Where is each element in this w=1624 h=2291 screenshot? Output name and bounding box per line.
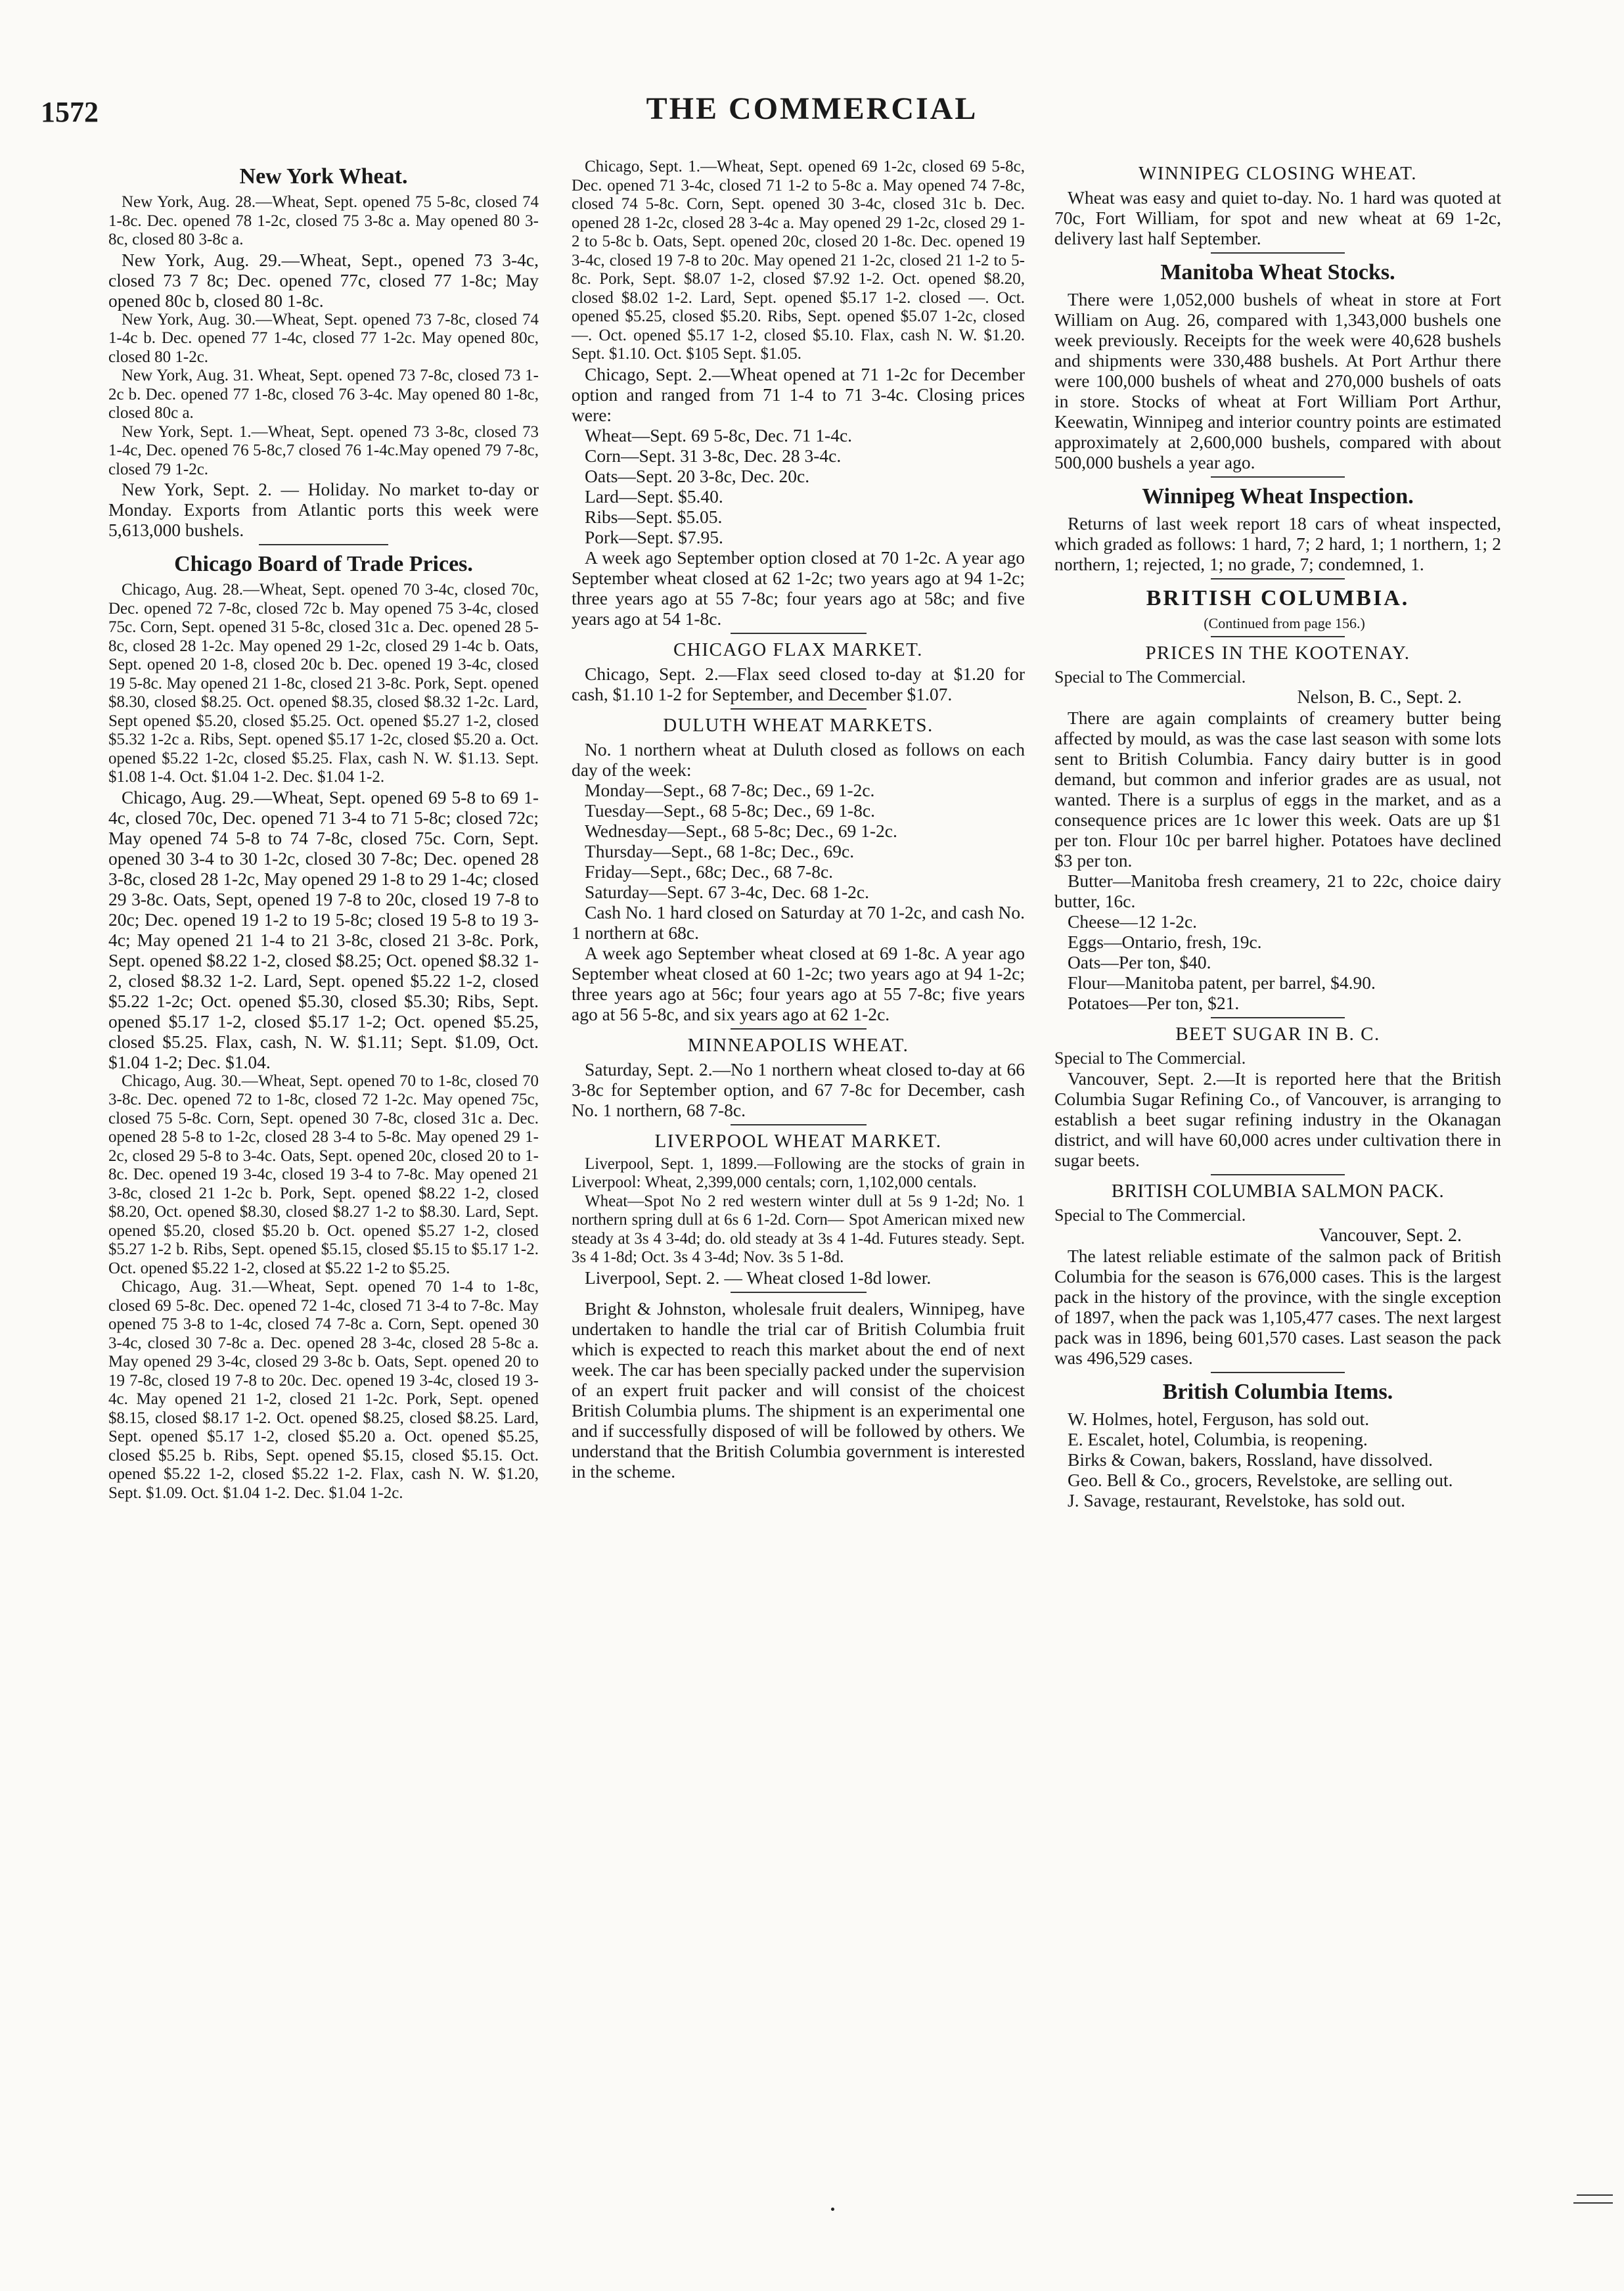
chicago-sept1-para: Chicago, Sept. 1.—Wheat, Sept. opened 69 1-2c, closed 69 5-8c, Dec. opened 71 3-4c, closed 71 1-2 to 5-8c a. May opened 74 7-8c, closed 74 5-8c. Corn, Sept. opened 30 3-4c, closed 31c b. Dec. opened 28 1-2c, closed 28 3-4c a. May opened 29 1-2c, closed 29 1-2 to 5-8c b. Oats, Sept. opened 20c, closed 20 1-8c. Dec. opened 19 3-4c, closed 19 7-8 to 20c. May opened 21 1-2c, closed 21 1-2 to 5-8c. Pork, Sept. $8.07 1-2, closed $7.92 1-2. Oct. opened $8.20, closed $8.02 1-2. Lard, Sept. opened $5.17 1-2. closed —. Oct. opened $5.25, closed $5.20. Ribs, Sept. opened $5.07 1-2c, closed —. Oct. opened $5.17 1-2, closed $5.10. Flax, cash N. W. $1.20. Sept. $1.10. Oct. $105 Sept. $1.05. <box>572 158 1025 363</box>
duluth-intro: No. 1 northern wheat at Duluth closed as follows on each day of the week: <box>572 738 1025 780</box>
divider <box>1211 636 1345 637</box>
liverpool-para-2: Wheat—Spot No 2 red western winter dull at 5s 9 1-2d; No. 1 northern spring dull at 6s 6 1-2d. Corn— Spot American mixed new steady at 3s 4 3-4d; do. old steady at 3s 4 1-4d. Futures steady. Sept. 3s 4 1-8d; Oct. 3s 4 3-4d; Nov. 3s 5 1-8d. <box>572 1192 1025 1266</box>
kootenay-body: There are again complaints of creamery butter being affected by mould, as was the case last season with some lots sent to British Columbia. Fancy dairy butter is in good demand, but common and inferior grades are as usual, not wanted. There is a surplus of eggs in the market, and as a consequence prices are 1c lower this week. Oats are up $1 per ton. Flour 10c per barrel higher. Potatoes have declined $3 per ton. <box>1054 708 1501 871</box>
divider <box>731 1124 867 1125</box>
column-2 <box>572 158 1025 1482</box>
beet-sugar-body: Vancouver, Sept. 2.—It is reported here that the British Columbia Sugar Refining Co., of Vancouver, is arranging to establish a beet sugar refining industry in the Okanagan district, and will have 60,000 acres under cultivation there in sugar beets. <box>1054 1068 1501 1170</box>
list-item: Wednesday—Sept., 68 5-8c; Dec., 69 1-2c. <box>585 820 897 841</box>
bc-item: E. Escalet, hotel, Columbia, is reopening. <box>1068 1429 1368 1449</box>
ny-wheat-heading: New York Wheat. <box>239 164 408 189</box>
list-item: Wheat—Sept. 69 5-8c, Dec. 71 1-4c. <box>585 424 853 445</box>
divider <box>731 708 867 710</box>
list-item: Ribs—Sept. $5.05. <box>585 506 723 527</box>
divider <box>1211 252 1345 254</box>
kootenay-price-eggs: Eggs—Ontario, fresh, 19c. <box>1068 932 1262 952</box>
bc-item: J. Savage, restaurant, Revelstoke, has sold out. <box>1068 1490 1405 1510</box>
divider <box>259 544 388 545</box>
divider <box>731 1028 867 1030</box>
winnipeg-inspection-heading: Winnipeg Wheat Inspection. <box>1142 484 1414 509</box>
kootenay-heading: PRICES IN THE KOOTENAY. <box>1145 643 1410 664</box>
manitoba-stocks-body: There were 1,052,000 bushels of wheat in store at Fort William on Aug. 26, compared with 1,343,000 bushels one week previously. Receipts for the week were 40,628 bushels and shipments were 330,488 bushels. At Port Arthur there were 100,000 bushels of wheat and 270,000 bushels of oats in store. Stocks of wheat at Fort William Port Arthur, Keewatin, Winnipeg and interior country points are estimated approximately at 2,600,000 bushels, compared with about 500,000 bushels a year ago. <box>1054 289 1501 472</box>
list-item: Oats—Sept. 20 3-8c, Dec. 20c. <box>585 465 810 486</box>
chicago-sept2-para: Chicago, Sept. 2.—Wheat opened at 71 1-2c for December option and ranged from 71 1-4 to 71 3-4c. Closing prices were: <box>572 363 1025 425</box>
chicago-board-heading: Chicago Board of Trade Prices. <box>174 552 473 576</box>
ny-wheat-para-6: New York, Sept. 2. — Holiday. No market to-day or Monday. Exports from Atlantic ports this week were 5,613,000 bushels. <box>108 479 539 540</box>
corner-rule <box>1573 2202 1613 2204</box>
duluth-cash: Cash No. 1 hard closed on Saturday at 70 1-2c, and cash No. 1 northern at 68c. <box>572 901 1025 943</box>
kootenay-price-flour: Flour—Manitoba patent, per barrel, $4.90. <box>1068 972 1376 993</box>
kootenay-price-potatoes: Potatoes—Per ton, $21. <box>1068 993 1240 1013</box>
liverpool-heading: LIVERPOOL WHEAT MARKET. <box>654 1130 942 1152</box>
ny-wheat-para-3: New York, Aug. 30.—Wheat, Sept. opened 73 7-8c, closed 74 1-4c b. Dec. opened 77 1-4c, closed 77 1-2c. May opened 80c, closed 80 1-2c. <box>108 310 539 366</box>
chicago-comparison-para: A week ago September option closed at 70 1-2c. A year ago September wheat closed at 62 1-2c; two years ago at 94 1-2c; three years ago at 55 7-8c; four years ago at 58c; and five years ago at 54 1-8c. <box>572 547 1025 629</box>
duluth-days-list <box>572 780 1025 902</box>
chicago-board-para-3: Chicago, Aug. 30.—Wheat, Sept. opened 70 to 1-8c, closed 70 3-8c. Dec. opened 72 to 1-8c, closed 72 1-2c. May opened 75c, closed 75 5-8c. Corn, Sept. opened 30 7-8c, closed 31c a. Dec. opened 28 5-8 to 1-2c, closed 28 3-4 to 5-8c. May opened 29 1-2c, closed 29 5-8 to 3-4c. Oats, Sept. opened 20c, closed 20 to 1-8c. Dec. opened 19 3-4c, closed 19 3-4 to 7-8c. May opened 21 3-8c, closed 21 1-2c b. Pork, Sept. opened $8.22 1-2, closed $8.20, Oct. opened $8.30, closed $8.27 1-2 to $8.30. Lard, Sept. opened $5.20, closed $5.20 b. Oct. opened $5.27 1-2, closed $5.27 1-2 b. Ribs, Sept. opened $5.15, closed $5.15 to $5.17 1-2. Oct. opened $5.22 1-2, closed at $5.22 1-2 to $5.25. <box>108 1072 539 1277</box>
flax-heading: CHICAGO FLAX MARKET. <box>673 639 923 660</box>
chicago-board-para-2: Chicago, Aug. 29.—Wheat, Sept. opened 69 5-8 to 69 1-4c, closed 70c, Dec. opened 71 3-4 to 71 5-8c; closed 72c; May opened 74 5-8 to 74 7-8c, closed 75c. Corn, Sept. opened 30 3-4 to 30 1-2c, closed 30 7-8c; Dec. opened 28 3-8c, closed 28 1-2c, May opened 29 1-8 to 29 1-4c; closed 29 3-8c. Oats, Sept, opened 19 7-8 to 20c, closed 19 7-8 to 20c; Dec. opened 19 1-2 to 19 5-8c; closed 19 5-8 to 19 3-4c; May opened 21 1-4 to 21 3-8c, closed 21 3-8c. Pork, Sept. opened $8.22 1-2, closed $8.25; Oct. opened $8.32 1-2, closed $8.32 1-2. Lard, Sept. opened $5.22 1-2, closed $5.22 1-2c; Oct. opened $5.30, closed $5.30; Ribs, Sept. opened $5.17 1-2, closed $5.17 1-2; Oct. opened $5.25, closed $5.25. Flax, cash, N. W. $1.11; Sept. $1.09, Oct. $1.04 1-2; Dec. $1.04. <box>108 786 539 1072</box>
bright-johnston-para: Bright & Johnston, wholesale fruit dealers, Winnipeg, have undertaken to handle the trial car of British Columbia fruit which is expected to reach this market about the end of next week. The car has been specially packed under the supervision of an expert fruit packer and will consist of the choicest British Columbia plums. The shipment is an experimental one and if successfully disposed of will be followed by others. We understand that the British Columbia government is interested in the scheme. <box>572 1298 1025 1482</box>
corner-rule <box>1577 2194 1613 2196</box>
ny-wheat-para-1: New York, Aug. 28.—Wheat, Sept. opened 75 5-8c, closed 74 1-8c. Dec. opened 78 1-2c, closed 75 3-8c a. May opened 80 3-8c, closed 80 3-8c a. <box>108 193 539 248</box>
list-item: Lard—Sept. $5.40. <box>585 486 723 507</box>
salmon-body: The latest reliable estimate of the salmon pack of British Columbia for the season is 676,000 cases. This is the largest pack in the history of the province, with the single exception of 1897, when the pack was 1,105,477 cases. The next largest pack was in 1896, being 601,570 cases. Last season the pack was 496,529 cases. <box>1054 1246 1501 1368</box>
running-head: THE COMMERCIAL <box>646 91 978 126</box>
kootenay-price-cheese: Cheese—12 1-2c. <box>1068 911 1198 932</box>
ny-wheat-para-5: New York, Sept. 1.—Wheat, Sept. opened 73 3-8c, closed 73 1-4c, Dec. opened 76 5-8c,7 closed 76 1-4c.May opened 79 7-8c, closed 79 1-2c. <box>108 422 539 478</box>
salmon-dateline: Vancouver, Sept. 2. <box>1319 1225 1462 1246</box>
page-number: 1572 <box>41 96 99 128</box>
divider <box>731 633 867 634</box>
divider <box>1211 1372 1345 1373</box>
ny-wheat-para-2: New York, Aug. 29.—Wheat, Sept., opened 73 3-4c, closed 73 7 8c; Dec. opened 77c, closed 77 1-8c; May opened 80c b, closed 80 1-8c. <box>108 249 539 311</box>
list-item: Pork—Sept. $7.95. <box>585 526 723 547</box>
duluth-heading: DULUTH WHEAT MARKETS. <box>663 714 934 736</box>
bc-heading: BRITISH COLUMBIA. <box>1146 586 1410 610</box>
liverpool-para-1: Liverpool, Sept. 1, 1899.—Following are the stocks of grain in Liverpool: Wheat, 2,399,000 centals; corn, 1,102,000 centals. <box>572 1154 1025 1191</box>
bc-continued-note: (Continued from page 156.) <box>1204 615 1365 631</box>
bc-items-heading: British Columbia Items. <box>1162 1380 1393 1404</box>
list-item: Tuesday—Sept., 68 5-8c; Dec., 69 1-8c. <box>585 800 875 821</box>
kootenay-price-oats: Oats—Per ton, $40. <box>1068 952 1211 972</box>
beet-sugar-byline: Special to The Commercial. <box>1054 1049 1246 1068</box>
salmon-pack-heading: BRITISH COLUMBIA SALMON PACK. <box>1111 1181 1445 1202</box>
divider <box>731 1292 867 1293</box>
minneapolis-heading: MINNEAPOLIS WHEAT. <box>687 1034 909 1056</box>
winnipeg-closing-body: Wheat was easy and quiet to-day. No. 1 hard was quoted at 70c, Fort William, for spot and new wheat at 69 1-2c, delivery last half September. <box>1054 187 1501 248</box>
ny-wheat-para-4: New York, Aug. 31. Wheat, Sept. opened 73 7-8c, closed 73 1-2c b. Dec. opened 77 1-8c, closed 76 3-4c. May opened 80 1-8c, closed 80c a. <box>108 367 539 422</box>
closing-prices-list <box>572 425 1025 547</box>
manitoba-stocks-heading: Manitoba Wheat Stocks. <box>1160 260 1395 284</box>
chicago-board-para-1: Chicago, Aug. 28.—Wheat, Sept. opened 70 3-4c, closed 70c, Dec. opened 72 7-8c, closed 72c b. May opened 75 3-4c, closed 75c. Corn, Sept. opened 31 5-8c, closed 31c a. Dec. opened 28 5-8c, closed 28 1-2c. May opened 29 1-2c, closed 29 1-4c b. Oats, Sept. opened 20 1-8, closed 20c b. Dec. opened 19 3-4c, closed 19 5-8c. May opened 21 1-8c, closed 21 3-8c. Pork, Sept. opened $8.30, closed $8.25. Oct. opened $8.35, closed $8.32 1-2c. Lard, Sept opened $5.20, closed $5.25. Oct. opened $5.27 1-2, closed $5.32 1-2c a. Ribs, Sept. opened $5.17 1-2c, closed $5.20 a. Oct. opened $5.22 1-2c, closed $5.25. Flax, cash N. W. $1.13. Sept. $1.08 1-4. Oct. $1.04 1-2. Dec. $1.04 1-2. <box>108 581 539 786</box>
column-1 <box>108 158 539 1503</box>
kootenay-price-butter: Butter—Manitoba fresh creamery, 21 to 22c, choice dairy butter, 16c. <box>1054 871 1501 911</box>
liverpool-para-3: Liverpool, Sept. 2. — Wheat closed 1-8d lower. <box>585 1267 932 1288</box>
list-item: Corn—Sept. 31 3-8c, Dec. 28 3-4c. <box>585 445 842 466</box>
kootenay-byline: Special to The Commercial. <box>1054 668 1246 687</box>
kootenay-dateline: Nelson, B. C., Sept. 2. <box>1297 687 1462 708</box>
list-item: Friday—Sept., 68c; Dec., 68 7-8c. <box>585 861 834 882</box>
divider <box>1211 1017 1345 1018</box>
beet-sugar-heading: BEET SUGAR IN B. C. <box>1175 1024 1380 1045</box>
list-item: Saturday—Sept. 67 3-4c, Dec. 68 1-2c. <box>585 881 870 902</box>
divider <box>1211 1174 1345 1175</box>
duluth-comparison: A week ago September wheat closed at 69 1-8c. A year ago September wheat closed at 60 1-2c; two years ago at 94 1-2c; three years ago at 56c; four years ago at 55 7-8c; five years ago at 56 5-8c, and six years ago at 62 1-2c. <box>572 942 1025 1024</box>
chicago-board-para-4: Chicago, Aug. 31.—Wheat, Sept. opened 70 1-4 to 1-8c, closed 69 5-8c. Dec. opened 72 1-4c, closed 71 3-4 to 7-8c. May opened 75 3-8 to 1-4c, closed 74 7-8c a. Corn, Sept. opened 30 3-4c, closed 30 7-8c a. Dec. opened 28 3-4c, closed 28 5-8c a. May opened 29 3-4c, closed 29 3-8c b. Oats, Sept. opened 20 to 19 7-8c, closed 19 7-8 to 20c. Dec. opened 19 3-4c, closed 19 3-4c. May opened 21 1-2, closed 21 1-2c. Pork, Sept. opened $8.15, closed $8.17 1-2. Oct. opened $8.25, closed $8.25. Lard, Sept. opened $5.17 1-2, closed $5.20 a. Oct. opened $5.25, closed $5.25 b. Ribs, Sept. opened $5.15, closed $5.15. Oct. opened $5.22 1-2, closed $5.22 1-2. Flax, cash N. W. $1.20, Sept. $1.09. Oct. $1.04 1-2. Dec. $1.04 1-2c. <box>108 1278 539 1502</box>
winnipeg-inspection-body: Returns of last week report 18 cars of wheat inspected, which graded as follows: 1 hard, 7; 2 hard, 1; 1 northern, 1; 2 northern, 1; rejected, 1; no grade, 7; condemned, 1. <box>1054 513 1501 574</box>
list-item: Thursday—Sept., 68 1-8c; Dec., 69c. <box>585 840 855 861</box>
bc-item: Geo. Bell & Co., grocers, Revelstoke, are selling out. <box>1068 1470 1453 1490</box>
column-3 <box>1054 158 1501 1510</box>
flax-body: Chicago, Sept. 2.—Flax seed closed to-day at $1.20 for cash, $1.10 1-2 for September, and December $1.07. <box>572 663 1025 704</box>
list-item: Monday—Sept., 68 7-8c; Dec., 69 1-2c. <box>585 779 875 800</box>
minneapolis-body: Saturday, Sept. 2.—No 1 northern wheat closed to-day at 66 3-8c for September option, and 67 7-8c for December, cash No. 1 northern, 68 7-8c. <box>572 1058 1025 1120</box>
salmon-byline: Special to The Commercial. <box>1054 1206 1246 1225</box>
divider <box>1211 578 1345 579</box>
bc-item: Birks & Cowan, bakers, Rossland, have dissolved. <box>1068 1449 1433 1470</box>
bc-item: W. Holmes, hotel, Ferguson, has sold out. <box>1068 1409 1370 1429</box>
page-speck <box>831 2208 834 2211</box>
divider <box>1211 476 1345 478</box>
winnipeg-closing-heading: WINNIPEG CLOSING WHEAT. <box>1138 163 1418 184</box>
